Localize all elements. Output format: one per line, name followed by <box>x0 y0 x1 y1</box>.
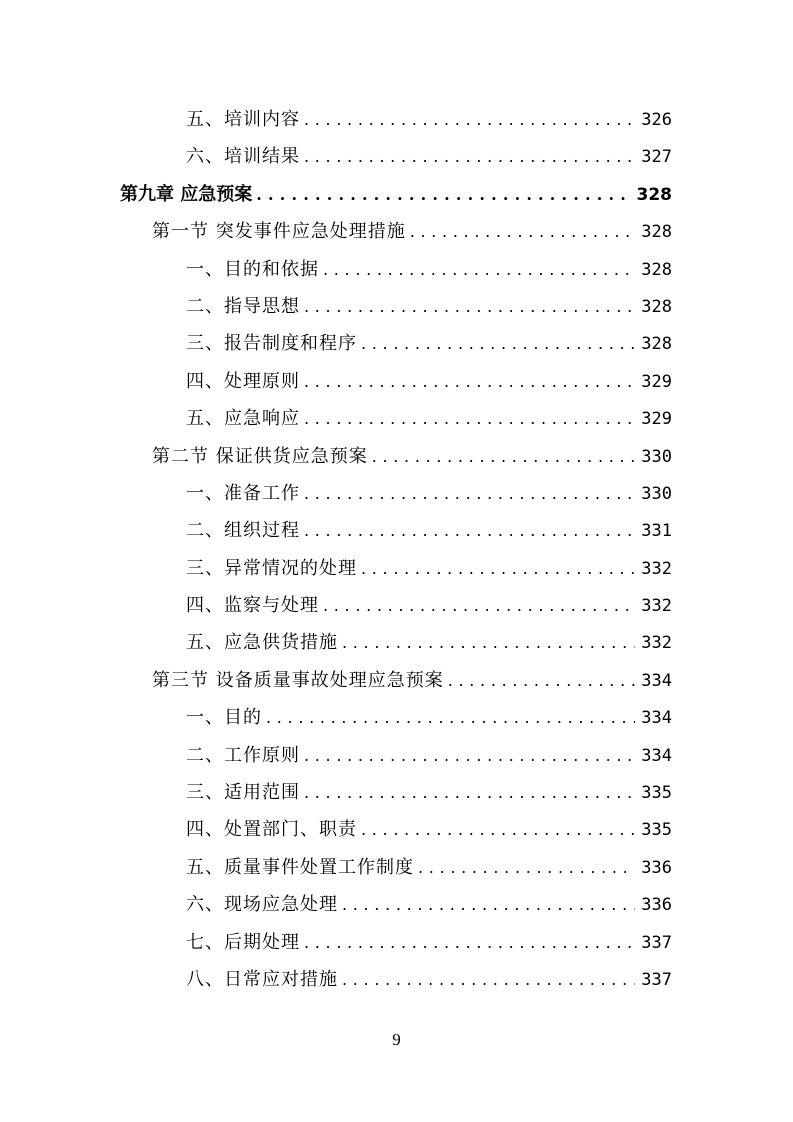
toc-entry[interactable] <box>0 886 793 923</box>
toc-entry-title: 五、质量事件处置工作制度 <box>186 856 414 878</box>
dot-leader <box>266 699 635 736</box>
toc-entry-page: 335 <box>641 783 672 804</box>
table-of-contents <box>0 101 793 998</box>
toc-entry-page: 328 <box>641 222 672 243</box>
dot-leader <box>448 662 636 699</box>
toc-entry[interactable] <box>0 699 793 736</box>
toc-entry-page: 332 <box>641 633 672 654</box>
toc-entry-title: 六、培训结果 <box>186 146 300 168</box>
toc-entry-title: 四、处理原则 <box>186 370 300 392</box>
dot-leader <box>361 550 635 587</box>
dot-leader <box>304 924 635 961</box>
toc-entry[interactable] <box>0 325 793 362</box>
toc-entry[interactable] <box>0 512 793 549</box>
toc-entry-title: 六、现场应急处理 <box>186 894 338 916</box>
dot-leader <box>256 176 630 213</box>
dot-leader <box>304 774 635 811</box>
toc-entry[interactable] <box>0 400 793 437</box>
toc-entry-title: 八、日常应对措施 <box>186 968 338 990</box>
dot-leader <box>361 811 635 848</box>
toc-entry-page: 335 <box>641 820 672 841</box>
toc-entry-page: 328 <box>641 259 672 280</box>
toc-entry-page: 329 <box>641 409 672 430</box>
toc-entry-page: 329 <box>641 371 672 392</box>
toc-entry[interactable] <box>0 176 793 213</box>
toc-entry-page: 334 <box>641 708 672 729</box>
dot-leader <box>304 400 635 437</box>
toc-entry-page: 332 <box>641 596 672 617</box>
toc-entry[interactable] <box>0 475 793 512</box>
dot-leader <box>342 624 635 661</box>
toc-entry[interactable] <box>0 138 793 175</box>
toc-entry[interactable] <box>0 587 793 624</box>
toc-entry[interactable] <box>0 624 793 661</box>
toc-entry[interactable] <box>0 961 793 998</box>
toc-entry-page: 332 <box>641 558 672 579</box>
toc-entry-title: 三、报告制度和程序 <box>186 333 357 355</box>
dot-leader <box>304 475 635 512</box>
toc-entry[interactable] <box>0 774 793 811</box>
toc-entry-title: 一、目的和依据 <box>186 258 319 280</box>
toc-entry-page: 330 <box>641 446 672 467</box>
toc-entry-title: 第一节 突发事件应急处理措施 <box>152 221 406 243</box>
dot-leader <box>304 512 635 549</box>
toc-entry-title: 三、异常情况的处理 <box>186 557 357 579</box>
dot-leader <box>342 961 635 998</box>
toc-entry[interactable] <box>0 438 793 475</box>
toc-entry[interactable] <box>0 101 793 138</box>
toc-entry[interactable] <box>0 550 793 587</box>
toc-entry-page: 328 <box>641 334 672 355</box>
dot-leader <box>304 288 635 325</box>
toc-entry-title: 第三节 设备质量事故处理应急预案 <box>152 669 444 691</box>
toc-entry-title: 第九章 应急预案 <box>120 183 253 205</box>
toc-entry[interactable] <box>0 213 793 250</box>
toc-entry-page: 336 <box>641 857 672 878</box>
toc-entry-page: 337 <box>641 969 672 990</box>
toc-entry-title: 二、工作原则 <box>186 744 300 766</box>
dot-leader <box>410 213 636 250</box>
dot-leader <box>323 251 635 288</box>
dot-leader <box>342 886 635 923</box>
toc-entry-title: 七、后期处理 <box>186 931 300 953</box>
toc-entry[interactable] <box>0 924 793 961</box>
dot-leader <box>323 587 635 624</box>
toc-entry-title: 二、指导思想 <box>186 295 300 317</box>
toc-entry[interactable] <box>0 849 793 886</box>
toc-entry[interactable] <box>0 363 793 400</box>
toc-entry-title: 五、培训内容 <box>186 109 300 130</box>
toc-entry[interactable] <box>0 811 793 848</box>
toc-entry-title: 五、应急响应 <box>186 408 300 430</box>
toc-entry-page: 334 <box>641 745 672 766</box>
dot-leader <box>304 101 635 138</box>
toc-entry-title: 四、监察与处理 <box>186 595 319 617</box>
toc-entry-title: 一、准备工作 <box>186 482 300 504</box>
toc-entry-title: 五、应急供货措施 <box>186 632 338 654</box>
toc-entry-title: 第二节 保证供货应急预案 <box>152 445 368 467</box>
toc-entry-title: 四、处置部门、职责 <box>186 819 357 841</box>
dot-leader <box>372 438 636 475</box>
toc-entry-page: 328 <box>641 296 672 317</box>
dot-leader <box>304 138 635 175</box>
toc-entry-page: 327 <box>641 147 672 168</box>
toc-entry-page: 328 <box>636 184 672 205</box>
dot-leader <box>304 737 635 774</box>
toc-entry[interactable] <box>0 251 793 288</box>
toc-entry[interactable] <box>0 288 793 325</box>
toc-entry-title: 一、目的 <box>186 707 262 729</box>
dot-leader <box>304 363 635 400</box>
toc-entry-title: 三、适用范围 <box>186 782 300 804</box>
toc-entry-page: 334 <box>641 670 672 691</box>
dot-leader <box>361 325 635 362</box>
toc-entry-page: 336 <box>641 895 672 916</box>
toc-entry-page: 331 <box>641 521 672 542</box>
toc-entry-page: 337 <box>641 932 672 953</box>
toc-entry-page: 330 <box>641 483 672 504</box>
toc-entry[interactable] <box>0 662 793 699</box>
dot-leader <box>418 849 635 886</box>
page-number: 9 <box>392 1030 401 1049</box>
toc-entry-title: 二、组织过程 <box>186 520 300 542</box>
toc-entry[interactable] <box>0 737 793 774</box>
toc-entry-page: 326 <box>641 110 672 130</box>
